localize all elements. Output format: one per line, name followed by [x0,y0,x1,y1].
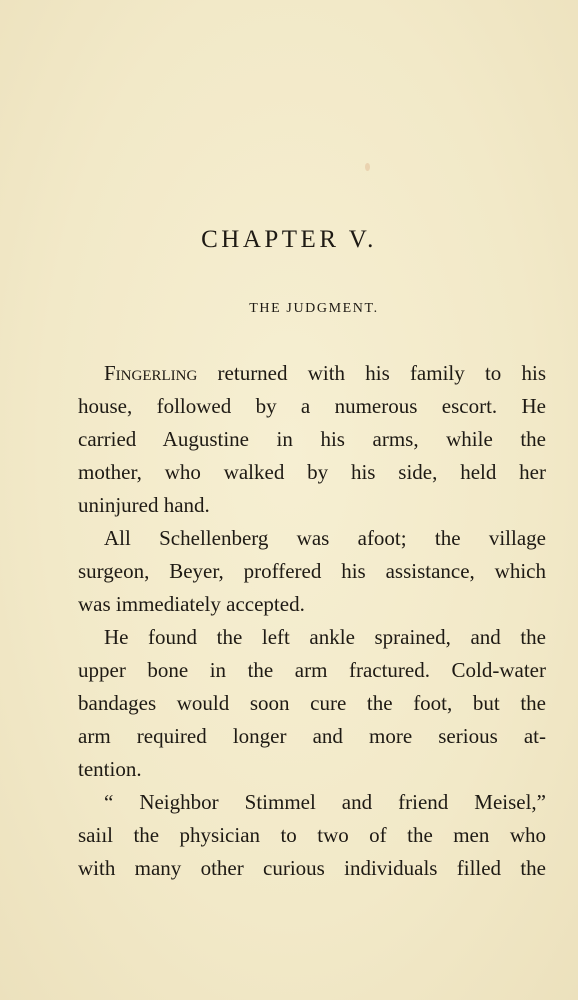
paper-blemish [365,163,370,171]
chapter-body [78,357,546,885]
text-line: Fingerling returned with his family to his [104,361,546,385]
text-line: with many other curious individuals filled the [78,856,546,880]
text-line: He found the left ankle sprained, and the [104,625,546,649]
text-line: was immediately accepted. [78,592,305,616]
text-line: carried Augustine in his arms, while the [78,427,546,451]
text-line: uninjured hand. [78,493,210,517]
chapter-title: CHAPTER V. [201,226,377,253]
text-line: surgeon, Beyer, proffered his assistance, which [78,559,546,583]
text-line: house, followed by a numerous escort. He [78,394,546,418]
text-line: All Schellenberg was afoot; the village [104,526,546,550]
text-line: saiıl the physician to two of the men who [78,823,546,847]
drop-word: Fingerling [104,361,198,385]
text-line: bandages would soon cure the foot, but the [78,691,546,715]
text-line: arm required longer and more serious at- [78,724,546,748]
text-line: upper bone in the arm fractured. Cold-water [78,658,546,682]
text-line: mother, who walked by his side, held her [78,460,546,484]
text-line: tention. [78,757,142,781]
chapter-subtitle: THE JUDGMENT. [249,301,379,316]
text-line: “ Neighbor Stimmel and friend Meisel,” [104,790,546,814]
